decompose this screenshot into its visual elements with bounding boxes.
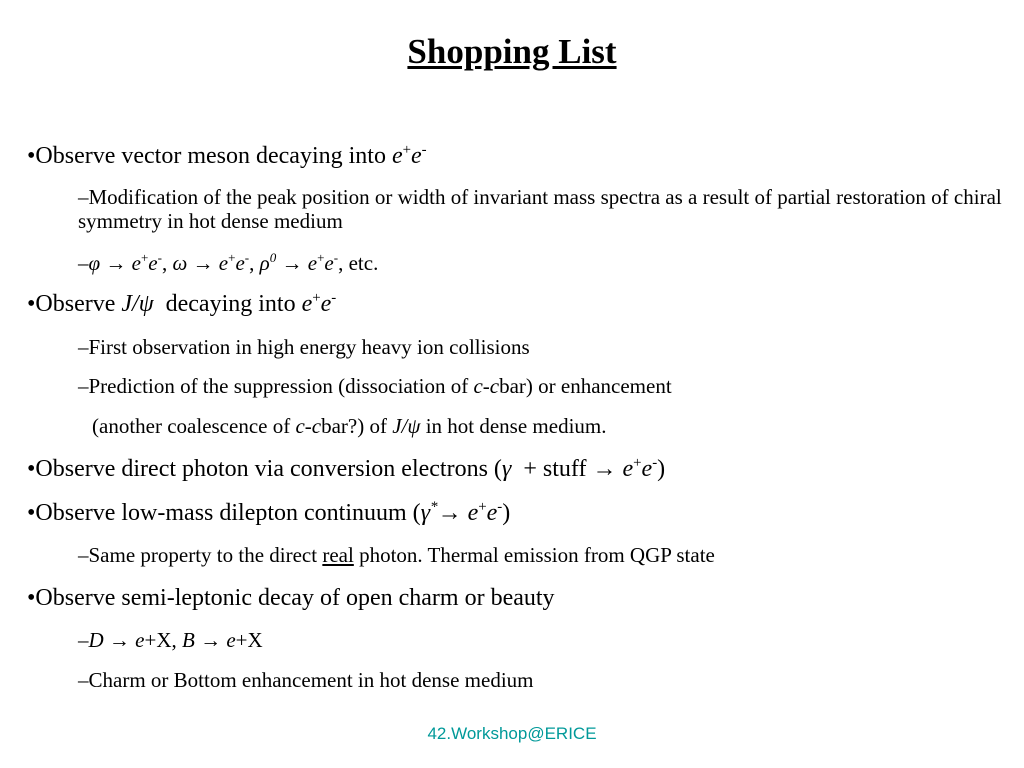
- positive-charge: +: [317, 250, 325, 265]
- negative-charge: -: [333, 250, 339, 265]
- sub-item-text: First observation in high energy heavy ion collisions: [88, 335, 530, 359]
- b-meson-symbol: B: [182, 628, 195, 652]
- plus-x: +X: [144, 628, 172, 652]
- positive-charge: +: [140, 250, 149, 265]
- sub-item-prediction: [78, 374, 672, 399]
- sub-item-text: Charm or Bottom enhancement in hot dense medium: [88, 668, 534, 692]
- positive-charge: +: [312, 290, 321, 306]
- dash-mark: –: [78, 251, 89, 275]
- neutral-charge: 0: [269, 250, 277, 265]
- sub-item-text: bar) or enhancement: [499, 374, 672, 398]
- bullet-text: decaying into: [153, 291, 302, 317]
- electron-symbol: e: [641, 456, 653, 482]
- sub-item-first-observation: [78, 335, 530, 360]
- electron-symbol: e: [467, 500, 479, 526]
- negative-charge: -: [244, 250, 250, 265]
- dash-mark: –: [78, 628, 89, 652]
- footer-label: 42.Workshop@ERICE: [427, 724, 597, 743]
- charm-pair: c-c: [295, 414, 322, 438]
- underlined-word: real: [322, 543, 354, 567]
- comma: ,: [161, 251, 173, 275]
- etc-text: , etc.: [338, 251, 379, 275]
- arrow-symbol: →: [192, 251, 214, 275]
- electron-symbol: e: [301, 291, 313, 317]
- negative-charge: -: [331, 290, 337, 306]
- electron-symbol: e: [135, 628, 145, 652]
- bullet-text: + stuff: [511, 456, 593, 482]
- positive-charge: +: [633, 455, 642, 471]
- electron-symbol: e: [320, 291, 332, 317]
- arrow-symbol: →: [200, 628, 222, 652]
- sub-item-enhancement: [78, 668, 534, 693]
- negative-charge: -: [421, 142, 427, 158]
- sub-item-text: Prediction of the suppression (dissociation of: [88, 374, 474, 398]
- arrow-symbol: →: [105, 251, 127, 275]
- phi-symbol: φ: [88, 251, 101, 275]
- bullet-text: Observe semi-leptonic decay of open charm or beauty: [35, 585, 555, 611]
- positive-charge: +: [478, 499, 487, 515]
- charm-pair: c-c: [473, 374, 500, 398]
- sub-item-modification: [78, 185, 1008, 233]
- bullet-text: Observe low-mass dilepton continuum (: [35, 500, 421, 526]
- sub-item-d-b-decays: [78, 628, 263, 653]
- bullet-text: Observe direct photon via conversion electrons (: [35, 456, 502, 482]
- electron-symbol: e: [622, 456, 634, 482]
- sub-item-text: (another coalescence of: [92, 414, 296, 438]
- dash-mark: –: [78, 543, 89, 567]
- sub-item-text: Same property to the direct: [88, 543, 323, 567]
- bullet-semi-leptonic: [27, 585, 555, 612]
- electron-symbol: e: [226, 628, 236, 652]
- negative-charge: -: [157, 250, 162, 265]
- plus-x: +X: [235, 628, 263, 652]
- arrow-symbol: →: [592, 456, 617, 482]
- electron-symbol: e: [307, 251, 318, 275]
- rho-symbol: ρ: [259, 251, 270, 275]
- sub-item-decays: [78, 251, 378, 276]
- jpsi-symbol: J/ψ: [121, 291, 154, 317]
- bullet-mark: •: [27, 500, 36, 526]
- arrow-symbol: →: [437, 500, 462, 526]
- arrow-symbol: →: [281, 251, 303, 275]
- electron-symbol: e: [218, 251, 229, 275]
- comma: ,: [249, 251, 260, 275]
- close-paren: ): [502, 500, 511, 526]
- electron-symbol: e: [148, 251, 158, 275]
- sub-item-text: in hot dense medium.: [420, 414, 607, 438]
- omega-symbol: ω: [172, 251, 188, 275]
- gamma-symbol: γ: [420, 500, 431, 526]
- sub-item-coalescence: [92, 414, 607, 439]
- bullet-mark: •: [27, 291, 36, 317]
- electron-symbol: e: [391, 143, 403, 169]
- sub-item-text: Modification of the peak position or width of invariant mass spectra as a result of partial restoration of chiral symmetry in hot dense medium: [78, 185, 1002, 233]
- negative-charge: -: [652, 455, 658, 471]
- jpsi-symbol: J/ψ: [392, 414, 421, 438]
- electron-symbol: e: [235, 251, 245, 275]
- gamma-symbol: γ: [501, 456, 512, 482]
- dash-mark: –: [78, 185, 89, 209]
- positive-charge: +: [228, 250, 236, 265]
- bullet-dilepton: [27, 500, 510, 527]
- sub-item-text: photon. Thermal emission from QGP state: [353, 543, 715, 567]
- bullet-vector-meson: [27, 143, 427, 170]
- positive-charge: +: [402, 142, 412, 158]
- dash-mark: –: [78, 668, 89, 692]
- bullet-mark: •: [27, 456, 36, 482]
- arrow-symbol: →: [108, 628, 130, 652]
- bullet-jpsi: [27, 291, 336, 318]
- electron-symbol: e: [486, 500, 498, 526]
- electron-symbol: e: [324, 251, 334, 275]
- dash-mark: –: [78, 374, 89, 398]
- comma: ,: [171, 628, 183, 652]
- bullet-text: Observe: [35, 291, 122, 317]
- d-meson-symbol: D: [88, 628, 104, 652]
- page-title: Shopping List: [407, 32, 617, 71]
- dash-mark: –: [78, 335, 89, 359]
- virtual-mark: *: [430, 499, 438, 515]
- electron-symbol: e: [131, 251, 141, 275]
- electron-symbol: e: [411, 143, 422, 169]
- sub-item-same-property: [78, 543, 715, 568]
- bullet-direct-photon: [27, 456, 665, 483]
- negative-charge: -: [497, 499, 503, 515]
- bullet-text: Observe vector meson decaying into: [35, 143, 392, 169]
- sub-item-text: bar?) of: [321, 414, 393, 438]
- bullet-mark: •: [27, 143, 36, 169]
- bullet-mark: •: [27, 585, 36, 611]
- close-paren: ): [657, 456, 666, 482]
